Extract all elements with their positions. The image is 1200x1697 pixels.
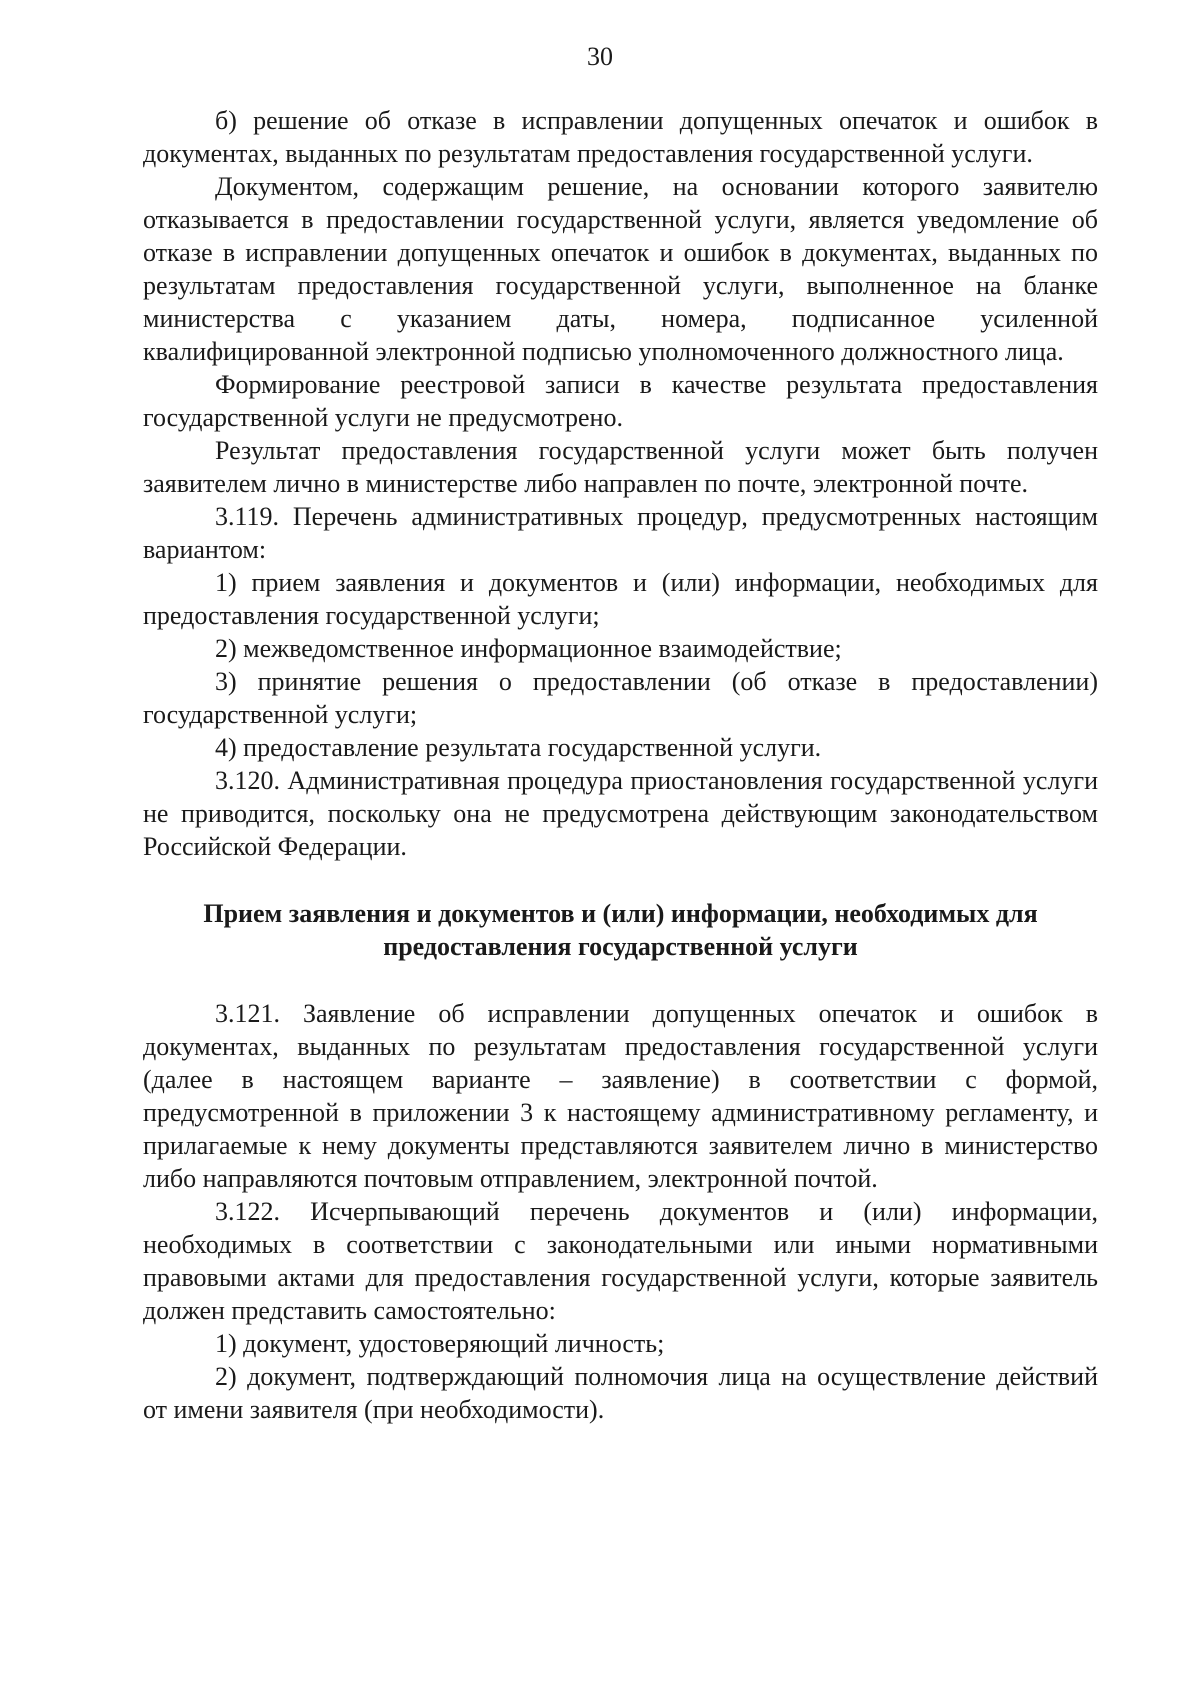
list-item: 1) прием заявления и документов и (или) информации, необходимых для предоставления государственной услуги; [143, 568, 1098, 630]
paragraph: 3.120. Административная процедура приостановления государственной услуги не приводится, поскольку она не предусмотрена действующим законодательством Российской Федерации. [143, 766, 1098, 861]
paragraph: Формирование реестровой записи в качестве результата предоставления государственной услуги не предусмотрено. [143, 370, 1098, 432]
paragraph: Результат предоставления государственной услуги может быть получен заявителем лично в министерстве либо направлен по почте, электронной почте. [143, 436, 1098, 498]
page-number: 30 [587, 42, 613, 71]
list-item: 2) межведомственное информационное взаимодействие; [215, 634, 842, 663]
paragraph: б) решение об отказе в исправлении допущенных опечаток и ошибок в документах, выданных по результатам предоставления государственной услуги. [143, 106, 1098, 168]
section-heading: Прием заявления и документов и (или) информации, необходимых для предоставления государственной услуги [203, 899, 1038, 961]
paragraph: 3.121. Заявление об исправлении допущенных опечаток и ошибок в документах, выданных по результатам предоставления государственной услуги (далее в настоящем варианте – заявление) в соответствии с формой, предусмотренной в приложении 3 к настоящему административному регламенту, и прилагаемые к нему документы представляются заявителем лично в министерство либо направляются почтовым отправлением, электронной почтой. [143, 999, 1098, 1193]
list-item: 1) документ, удостоверяющий личность; [215, 1329, 665, 1358]
paragraph: Документом, содержащим решение, на основании которого заявителю отказывается в предоставлении государственной услуги, является уведомление об отказе в исправлении допущенных опечаток и ошибок в документах, выданных по результатам предоставления государственной услуги, выполненное на бланке министерства с указанием даты, номера, подписанное усиленной квалифицированной электронной подписью уполномоченного должностного лица. [143, 172, 1098, 366]
paragraph: 3.119. Перечень административных процедур, предусмотренных настоящим вариантом: [143, 502, 1098, 564]
list-item: 3) принятие решения о предоставлении (об отказе в предоставлении) государственной услуги; [143, 667, 1098, 729]
list-item: 2) документ, подтверждающий полномочия лица на осуществление действий от имени заявителя (при необходимости). [143, 1362, 1098, 1424]
list-item: 4) предоставление результата государственной услуги. [215, 733, 822, 762]
document-body [143, 104, 1098, 1426]
paragraph: 3.122. Исчерпывающий перечень документов и (или) информации, необходимых в соответствии с законодательными или иными нормативными правовыми актами для предоставления государственной услуги, которые заявитель должен представить самостоятельно: [143, 1197, 1098, 1325]
section-body [143, 997, 1098, 1426]
